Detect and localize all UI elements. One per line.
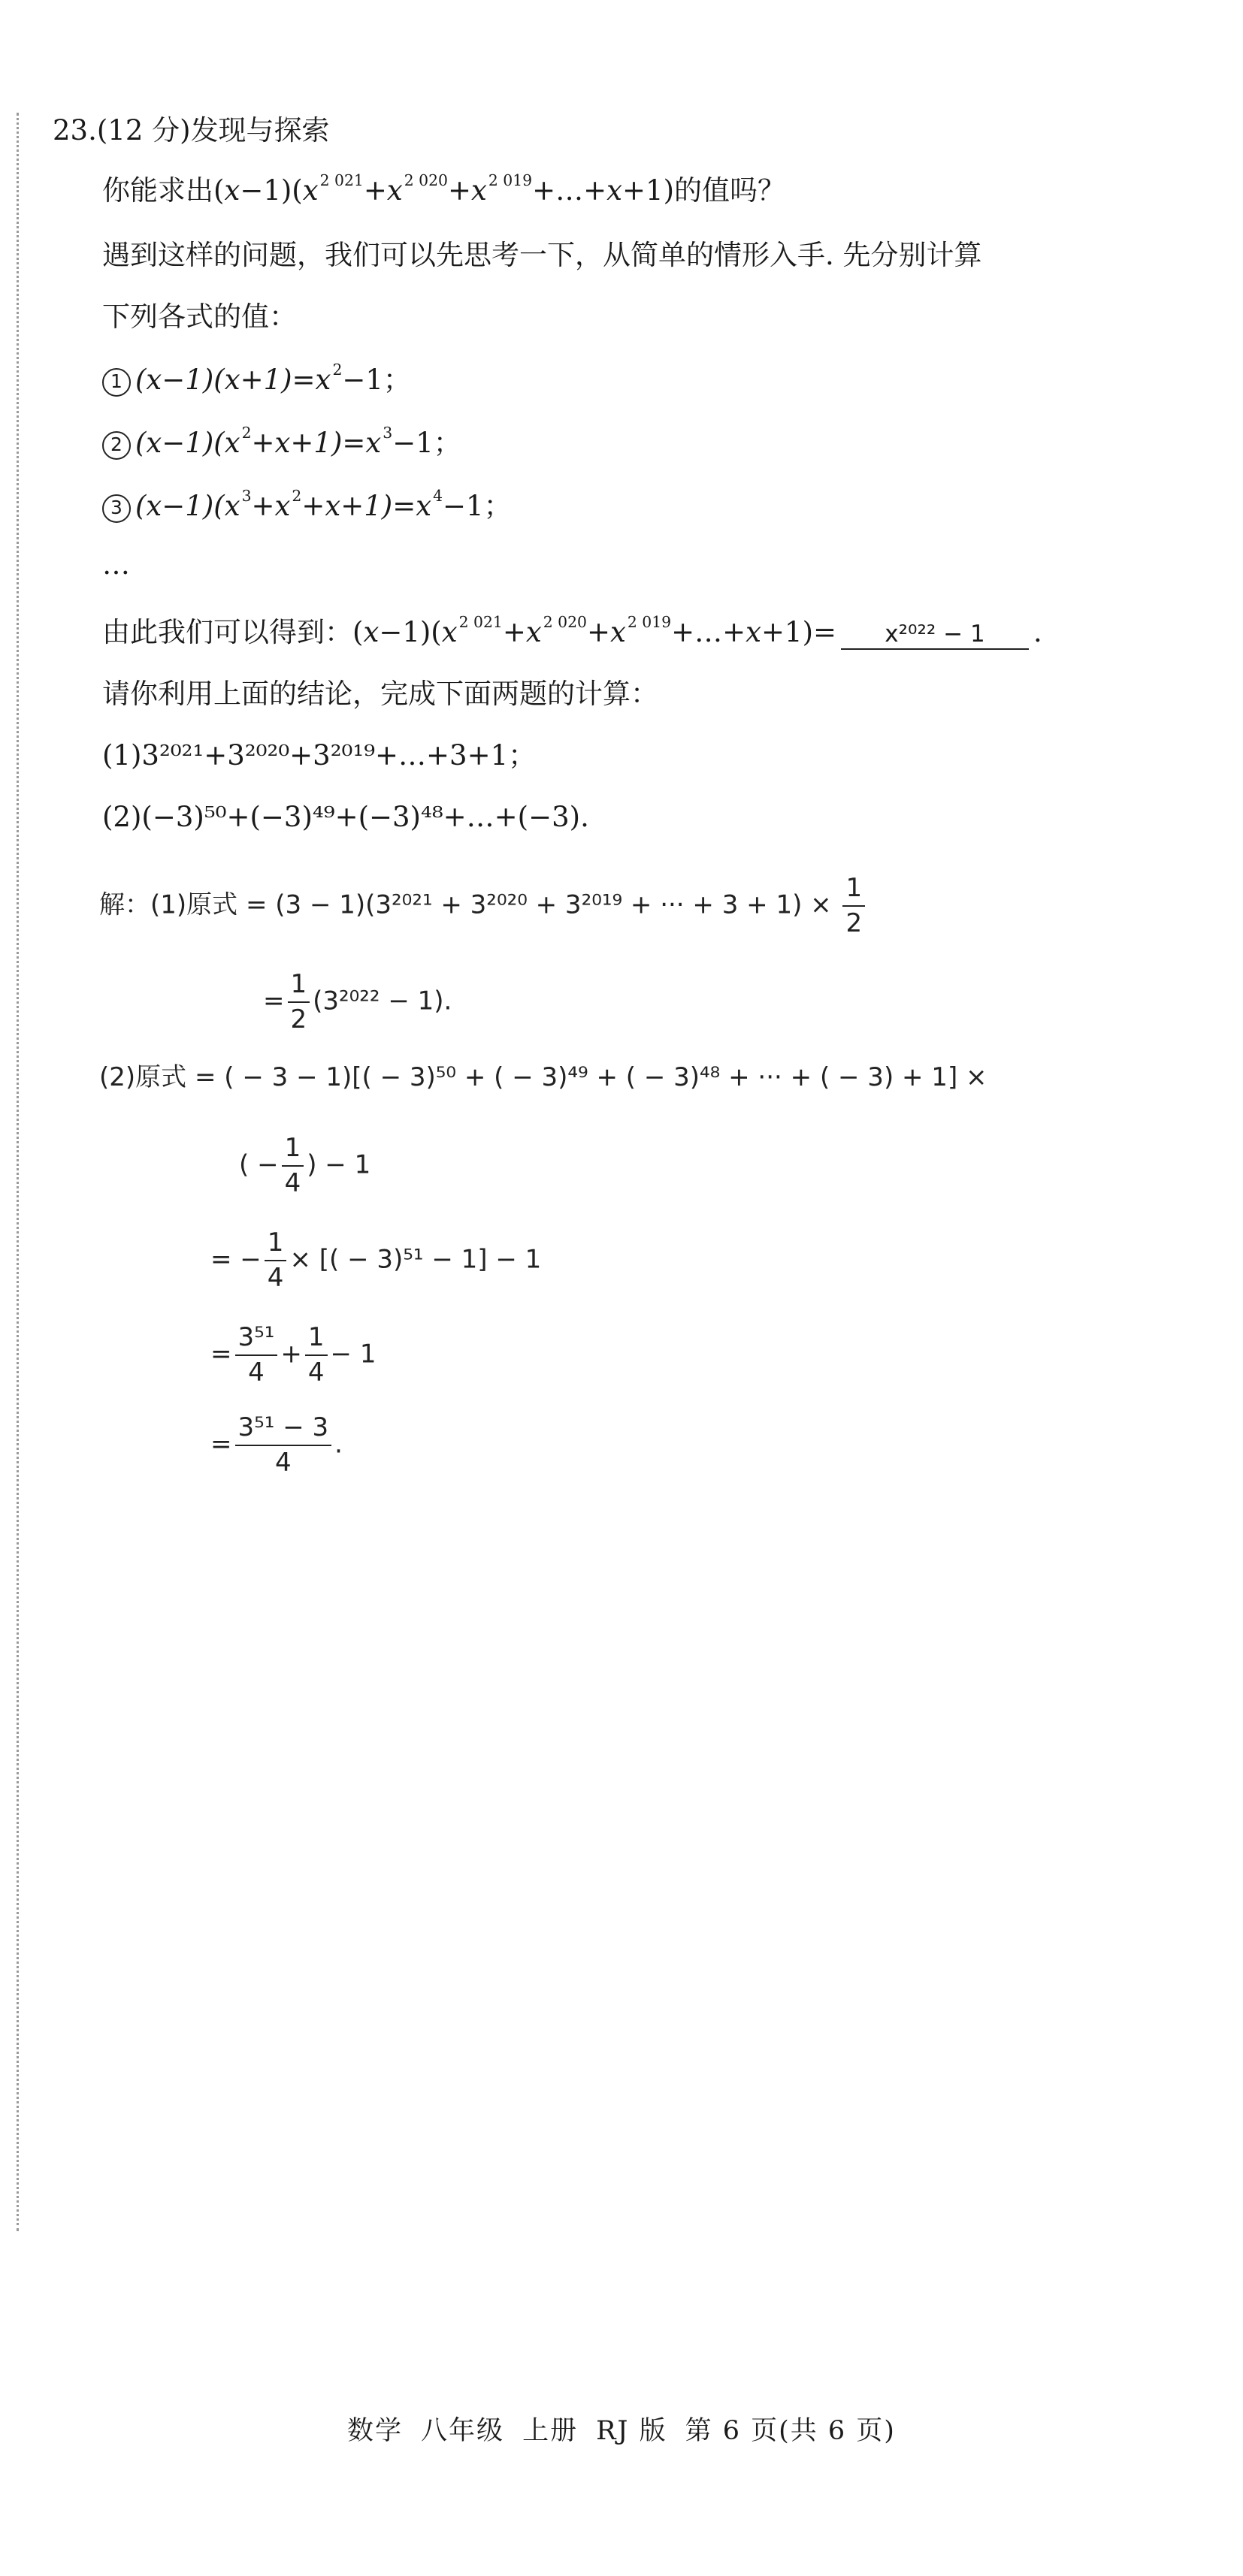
footer-subject: 数学	[347, 2416, 404, 2446]
fraction-denominator: 4	[248, 1357, 265, 1388]
case-3	[102, 486, 512, 523]
fraction-numerator: 1	[305, 1322, 328, 1356]
footer-volume: 上册	[522, 2416, 579, 2446]
expr-tail: − 1	[330, 1339, 377, 1370]
expr-prefix: = −	[210, 1244, 262, 1275]
equals-sign: =	[210, 1339, 232, 1370]
plus-sign: +	[280, 1339, 302, 1370]
case-2-mid: +x+1)=x	[251, 427, 382, 459]
solution-p2-final-fraction	[235, 1412, 332, 1478]
case-1	[102, 360, 411, 397]
solution-p2-fraction-2	[265, 1228, 287, 1294]
solution-p2-fraction-3	[235, 1322, 278, 1388]
case-2-mark: 2	[102, 431, 131, 460]
solution-label: 解：	[99, 889, 150, 920]
expr-tail: × [( − 3)⁵¹ − 1] − 1	[289, 1244, 542, 1275]
page-footer	[0, 2410, 1243, 2448]
fraction-denominator: 4	[284, 1167, 301, 1198]
solution-p2-fraction-1	[282, 1133, 304, 1199]
footer-edition: RJ 版	[596, 2416, 667, 2446]
case-2-lhs: (x−1)(x	[135, 427, 240, 459]
case-3-mid-2: +x+1)=x	[301, 490, 432, 522]
fraction-denominator: 2	[845, 907, 863, 938]
fraction-numerator: 1	[288, 969, 310, 1003]
problem-score: (12 分)	[96, 114, 191, 146]
case-2-exp-1: 2	[241, 423, 252, 442]
fraction-numerator: 1	[265, 1228, 287, 1261]
binding-margin-line	[17, 113, 19, 2231]
conclusion-answer-blank: x²⁰²² − 1	[841, 621, 1029, 650]
fraction-numerator: 1	[842, 873, 865, 907]
solution-part-2-line-3	[210, 1228, 541, 1294]
solution-p1-result: (3²⁰²² − 1).	[313, 986, 452, 1016]
case-3-mid-1: +x	[251, 490, 291, 522]
case-3-exp-1: 3	[241, 486, 252, 505]
fraction-numerator: 3⁵¹	[235, 1322, 278, 1356]
solution-p1-fraction	[842, 873, 865, 939]
question-expression: $(x-1)(x^{2 021}+x^{2 020}+x^{2 019}+\dots+x+1)$	[213, 171, 675, 207]
fraction-numerator: 3⁵¹ − 3	[235, 1412, 332, 1446]
conclusion-period: .	[1033, 616, 1042, 648]
final-period: .	[334, 1429, 343, 1460]
ellipsis: …	[102, 548, 130, 581]
fraction-denominator: 4	[307, 1357, 325, 1388]
problem-title: 发现与探索	[190, 114, 330, 146]
problem-number: 23.	[53, 114, 97, 146]
equals-sign: =	[210, 1429, 232, 1460]
case-2-exp-2: 3	[383, 423, 393, 442]
solution-part-2-line-2	[239, 1133, 370, 1199]
case-3-tail: −1；	[443, 490, 512, 522]
solution-part-1-line-2	[263, 969, 452, 1035]
intro-line-2: 下列各式的值：	[102, 300, 297, 333]
solution-part-2-line-1: (2)原式 = ( − 3 − 1)[( − 3)⁵⁰ + ( − 3)⁴⁹ + ( − 3)⁴⁸ + ··· + ( − 3) + 1] ×	[99, 1062, 987, 1092]
question-text: 你能求出	[102, 174, 213, 207]
solution-part-1-line-1	[99, 873, 868, 939]
fraction-denominator: 2	[290, 1004, 307, 1034]
part-2-question: (2)(−3)⁵⁰+(−3)⁴⁹+(−3)⁴⁸+…+(−3).	[102, 801, 589, 833]
case-2	[102, 423, 461, 460]
case-3-lhs: (x−1)(x	[135, 490, 240, 522]
solution-p1-expression: (1)原式 = (3 − 1)(3²⁰²¹ + 3²⁰²⁰ + 3²⁰¹⁹ + ··· + 3 + 1) ×	[150, 889, 840, 920]
fraction-denominator: 4	[267, 1262, 284, 1293]
case-3-mark: 3	[102, 494, 131, 523]
fraction-numerator: 1	[282, 1133, 304, 1167]
case-1-mark: 1	[102, 368, 131, 397]
solution-p1-result-fraction	[288, 969, 310, 1035]
case-3-exp-3: 4	[433, 486, 443, 505]
expr-tail: ) − 1	[307, 1149, 371, 1180]
case-1-tail: −1；	[342, 364, 411, 396]
problem-header	[53, 114, 330, 147]
instruction-line: 请你利用上面的结论，完成下面两题的计算：	[102, 678, 658, 710]
solution-part-2-line-5	[210, 1412, 343, 1478]
conclusion-line	[102, 612, 1042, 650]
solution-p2-fraction-4	[305, 1322, 328, 1388]
solution-part-2-line-4	[210, 1322, 376, 1388]
fraction-denominator: 4	[275, 1447, 292, 1478]
intro-line-1: 遇到这样的问题，我们可以先思考一下，从简单的情形入手. 先分别计算	[102, 239, 982, 271]
question-line	[102, 171, 786, 207]
footer-grade: 八年级	[421, 2416, 505, 2446]
equals-sign: =	[263, 986, 285, 1016]
case-2-tail: −1；	[392, 427, 461, 459]
part-1-question: (1)3²⁰²¹+3²⁰²⁰+3²⁰¹⁹+…+3+1；	[102, 739, 537, 772]
footer-page-number: 第 6 页(共 6 页)	[685, 2416, 896, 2446]
conclusion-text: 由此我们可以得到：	[102, 616, 352, 648]
case-3-exp-2: 2	[292, 486, 302, 505]
case-1-exp: 2	[332, 360, 343, 379]
expr-prefix: ( −	[239, 1149, 279, 1180]
case-1-lhs: (x−1)(x+1)=x	[135, 364, 331, 396]
conclusion-expression: $(x-1)(x^{2 021}+x^{2 020}+x^{2 019}+\dots+x+1)=$	[352, 612, 837, 648]
question-tail: 的值吗？	[674, 174, 786, 207]
